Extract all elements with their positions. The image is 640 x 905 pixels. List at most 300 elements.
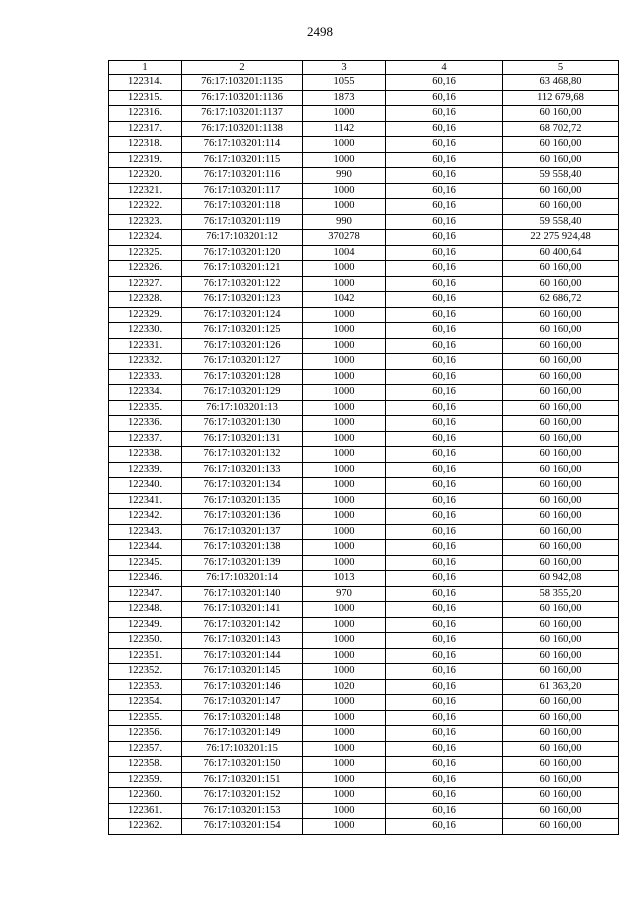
area-cell: 1020: [303, 679, 386, 695]
row-number-cell: 122358.: [109, 757, 182, 773]
table-row: [109, 555, 619, 571]
table-row: [109, 431, 619, 447]
cadastral-number-cell: 76:17:103201:1136: [182, 90, 303, 106]
row-number-cell: 122333.: [109, 369, 182, 385]
area-cell: 1000: [303, 199, 386, 215]
rate-cell: 60,16: [386, 509, 503, 525]
table-row: [109, 369, 619, 385]
area-cell: 1000: [303, 431, 386, 447]
value-cell: 60 942,08: [503, 571, 619, 587]
area-cell: 1000: [303, 803, 386, 819]
value-cell: 60 160,00: [503, 307, 619, 323]
rate-cell: 60,16: [386, 369, 503, 385]
cadastral-number-cell: 76:17:103201:13: [182, 400, 303, 416]
row-number-cell: 122335.: [109, 400, 182, 416]
row-number-cell: 122354.: [109, 695, 182, 711]
value-cell: 60 160,00: [503, 276, 619, 292]
rate-cell: 60,16: [386, 819, 503, 835]
value-cell: 60 400,64: [503, 245, 619, 261]
table-row: [109, 664, 619, 680]
cadastral-number-cell: 76:17:103201:131: [182, 431, 303, 447]
area-cell: 1000: [303, 276, 386, 292]
cadastral-number-cell: 76:17:103201:134: [182, 478, 303, 494]
table-row: [109, 741, 619, 757]
row-number-cell: 122316.: [109, 106, 182, 122]
rate-cell: 60,16: [386, 633, 503, 649]
table-row: [109, 121, 619, 137]
row-number-cell: 122325.: [109, 245, 182, 261]
row-number-cell: 122344.: [109, 540, 182, 556]
rate-cell: 60,16: [386, 726, 503, 742]
value-cell: 60 160,00: [503, 555, 619, 571]
value-cell: 60 160,00: [503, 338, 619, 354]
rate-cell: 60,16: [386, 478, 503, 494]
area-cell: 1000: [303, 741, 386, 757]
rate-cell: 60,16: [386, 571, 503, 587]
table-body: [109, 75, 619, 835]
value-cell: 60 160,00: [503, 106, 619, 122]
area-cell: 1000: [303, 648, 386, 664]
page-number: 2498: [307, 24, 333, 39]
value-cell: 60 160,00: [503, 354, 619, 370]
row-number-cell: 122353.: [109, 679, 182, 695]
value-cell: 60 160,00: [503, 633, 619, 649]
table-row: [109, 679, 619, 695]
rate-cell: 60,16: [386, 741, 503, 757]
rate-cell: 60,16: [386, 261, 503, 277]
rate-cell: 60,16: [386, 493, 503, 509]
area-cell: 1000: [303, 602, 386, 618]
value-cell: 60 160,00: [503, 447, 619, 463]
area-cell: 1000: [303, 323, 386, 339]
row-number-cell: 122347.: [109, 586, 182, 602]
area-cell: 1000: [303, 369, 386, 385]
cadastral-number-cell: 76:17:103201:148: [182, 710, 303, 726]
area-cell: 1000: [303, 493, 386, 509]
cadastral-number-cell: 76:17:103201:152: [182, 788, 303, 804]
row-number-cell: 122338.: [109, 447, 182, 463]
row-number-cell: 122337.: [109, 431, 182, 447]
table-row: [109, 447, 619, 463]
rate-cell: 60,16: [386, 276, 503, 292]
cadastral-number-cell: 76:17:103201:124: [182, 307, 303, 323]
area-cell: 1000: [303, 354, 386, 370]
value-cell: 60 160,00: [503, 788, 619, 804]
column-header-1: 1: [109, 61, 182, 75]
rate-cell: 60,16: [386, 199, 503, 215]
area-cell: 1000: [303, 788, 386, 804]
table-row: [109, 152, 619, 168]
area-cell: 1000: [303, 137, 386, 153]
table-row: [109, 788, 619, 804]
table-row: [109, 648, 619, 664]
rate-cell: 60,16: [386, 462, 503, 478]
rate-cell: 60,16: [386, 183, 503, 199]
table-row: [109, 772, 619, 788]
table-row: [109, 602, 619, 618]
value-cell: 61 363,20: [503, 679, 619, 695]
table-row: [109, 354, 619, 370]
row-number-cell: 122329.: [109, 307, 182, 323]
rate-cell: 60,16: [386, 152, 503, 168]
cadastral-number-cell: 76:17:103201:151: [182, 772, 303, 788]
area-cell: 1000: [303, 261, 386, 277]
table-row: [109, 292, 619, 308]
rate-cell: 60,16: [386, 788, 503, 804]
rate-cell: 60,16: [386, 245, 503, 261]
value-cell: 60 160,00: [503, 741, 619, 757]
cadastral-number-cell: 76:17:103201:14: [182, 571, 303, 587]
row-number-cell: 122356.: [109, 726, 182, 742]
rate-cell: 60,16: [386, 648, 503, 664]
value-cell: 62 686,72: [503, 292, 619, 308]
table-row: [109, 416, 619, 432]
cadastral-number-cell: 76:17:103201:138: [182, 540, 303, 556]
table-row: [109, 214, 619, 230]
rate-cell: 60,16: [386, 75, 503, 91]
rate-cell: 60,16: [386, 540, 503, 556]
row-number-cell: 122315.: [109, 90, 182, 106]
value-cell: 68 702,72: [503, 121, 619, 137]
rate-cell: 60,16: [386, 338, 503, 354]
area-cell: 1000: [303, 633, 386, 649]
row-number-cell: 122324.: [109, 230, 182, 246]
area-cell: 1142: [303, 121, 386, 137]
row-number-cell: 122314.: [109, 75, 182, 91]
row-number-cell: 122322.: [109, 199, 182, 215]
area-cell: 1000: [303, 772, 386, 788]
rate-cell: 60,16: [386, 214, 503, 230]
cadastral-number-cell: 76:17:103201:125: [182, 323, 303, 339]
table-row: [109, 617, 619, 633]
rate-cell: 60,16: [386, 772, 503, 788]
cadastral-number-cell: 76:17:103201:147: [182, 695, 303, 711]
rate-cell: 60,16: [386, 803, 503, 819]
table-row: [109, 478, 619, 494]
table-row: [109, 245, 619, 261]
area-cell: 990: [303, 168, 386, 184]
value-cell: 112 679,68: [503, 90, 619, 106]
cadastral-number-cell: 76:17:103201:1135: [182, 75, 303, 91]
row-number-cell: 122362.: [109, 819, 182, 835]
row-number-cell: 122328.: [109, 292, 182, 308]
table-row: [109, 323, 619, 339]
cadastral-number-cell: 76:17:103201:114: [182, 137, 303, 153]
table-row: [109, 726, 619, 742]
rate-cell: 60,16: [386, 400, 503, 416]
cadastral-number-cell: 76:17:103201:144: [182, 648, 303, 664]
value-cell: 60 160,00: [503, 431, 619, 447]
cadastral-number-cell: 76:17:103201:115: [182, 152, 303, 168]
rate-cell: 60,16: [386, 90, 503, 106]
value-cell: 60 160,00: [503, 261, 619, 277]
cadastral-number-cell: 76:17:103201:141: [182, 602, 303, 618]
parcel-table: [108, 60, 619, 835]
row-number-cell: 122346.: [109, 571, 182, 587]
cadastral-number-cell: 76:17:103201:12: [182, 230, 303, 246]
area-cell: 1873: [303, 90, 386, 106]
area-cell: 1000: [303, 509, 386, 525]
rate-cell: 60,16: [386, 292, 503, 308]
table-row: [109, 710, 619, 726]
rate-cell: 60,16: [386, 679, 503, 695]
area-cell: 1000: [303, 447, 386, 463]
cadastral-number-cell: 76:17:103201:116: [182, 168, 303, 184]
table-row: [109, 524, 619, 540]
rate-cell: 60,16: [386, 323, 503, 339]
rate-cell: 60,16: [386, 447, 503, 463]
table-row: [109, 199, 619, 215]
area-cell: 1000: [303, 183, 386, 199]
cadastral-number-cell: 76:17:103201:149: [182, 726, 303, 742]
area-cell: 1000: [303, 757, 386, 773]
rate-cell: 60,16: [386, 431, 503, 447]
value-cell: 60 160,00: [503, 648, 619, 664]
value-cell: 60 160,00: [503, 726, 619, 742]
area-cell: 970: [303, 586, 386, 602]
rate-cell: 60,16: [386, 555, 503, 571]
row-number-cell: 122336.: [109, 416, 182, 432]
cadastral-number-cell: 76:17:103201:129: [182, 385, 303, 401]
area-cell: 1000: [303, 710, 386, 726]
table-row: [109, 106, 619, 122]
value-cell: 63 468,80: [503, 75, 619, 91]
cadastral-number-cell: 76:17:103201:150: [182, 757, 303, 773]
rate-cell: 60,16: [386, 664, 503, 680]
cadastral-number-cell: 76:17:103201:135: [182, 493, 303, 509]
rate-cell: 60,16: [386, 757, 503, 773]
cadastral-number-cell: 76:17:103201:145: [182, 664, 303, 680]
rate-cell: 60,16: [386, 524, 503, 540]
value-cell: 60 160,00: [503, 803, 619, 819]
table-row: [109, 261, 619, 277]
rate-cell: 60,16: [386, 354, 503, 370]
column-header-2: 2: [182, 61, 303, 75]
area-cell: 990: [303, 214, 386, 230]
cadastral-number-cell: 76:17:103201:119: [182, 214, 303, 230]
row-number-cell: 122318.: [109, 137, 182, 153]
value-cell: 60 160,00: [503, 385, 619, 401]
value-cell: 60 160,00: [503, 137, 619, 153]
table-row: [109, 633, 619, 649]
value-cell: 60 160,00: [503, 757, 619, 773]
table-row: [109, 695, 619, 711]
cadastral-number-cell: 76:17:103201:1137: [182, 106, 303, 122]
cadastral-number-cell: 76:17:103201:121: [182, 261, 303, 277]
rate-cell: 60,16: [386, 586, 503, 602]
row-number-cell: 122357.: [109, 741, 182, 757]
cadastral-number-cell: 76:17:103201:123: [182, 292, 303, 308]
row-number-cell: 122321.: [109, 183, 182, 199]
area-cell: 1000: [303, 819, 386, 835]
table-row: [109, 168, 619, 184]
table-row: [109, 338, 619, 354]
row-number-cell: 122323.: [109, 214, 182, 230]
column-header-3: 3: [303, 61, 386, 75]
rate-cell: 60,16: [386, 230, 503, 246]
value-cell: 60 160,00: [503, 369, 619, 385]
area-cell: 1000: [303, 338, 386, 354]
row-number-cell: 122326.: [109, 261, 182, 277]
table-row: [109, 90, 619, 106]
cadastral-number-cell: 76:17:103201:117: [182, 183, 303, 199]
cadastral-number-cell: 76:17:103201:153: [182, 803, 303, 819]
rate-cell: 60,16: [386, 416, 503, 432]
table-row: [109, 75, 619, 91]
row-number-cell: 122327.: [109, 276, 182, 292]
rate-cell: 60,16: [386, 106, 503, 122]
cadastral-number-cell: 76:17:103201:127: [182, 354, 303, 370]
value-cell: 22 275 924,48: [503, 230, 619, 246]
cadastral-number-cell: 76:17:103201:120: [182, 245, 303, 261]
table-row: [109, 586, 619, 602]
row-number-cell: 122361.: [109, 803, 182, 819]
area-cell: 1000: [303, 307, 386, 323]
value-cell: 60 160,00: [503, 664, 619, 680]
cadastral-number-cell: 76:17:103201:128: [182, 369, 303, 385]
value-cell: 60 160,00: [503, 540, 619, 556]
cadastral-number-cell: 76:17:103201:136: [182, 509, 303, 525]
cadastral-number-cell: 76:17:103201:1138: [182, 121, 303, 137]
cadastral-number-cell: 76:17:103201:140: [182, 586, 303, 602]
value-cell: 60 160,00: [503, 152, 619, 168]
area-cell: 1000: [303, 385, 386, 401]
row-number-cell: 122348.: [109, 602, 182, 618]
area-cell: 1000: [303, 106, 386, 122]
table-row: [109, 493, 619, 509]
cadastral-number-cell: 76:17:103201:126: [182, 338, 303, 354]
cadastral-number-cell: 76:17:103201:143: [182, 633, 303, 649]
row-number-cell: 122341.: [109, 493, 182, 509]
rate-cell: 60,16: [386, 710, 503, 726]
cadastral-number-cell: 76:17:103201:137: [182, 524, 303, 540]
row-number-cell: 122349.: [109, 617, 182, 633]
row-number-cell: 122355.: [109, 710, 182, 726]
table-row: [109, 803, 619, 819]
table-row: [109, 230, 619, 246]
rate-cell: 60,16: [386, 602, 503, 618]
row-number-cell: 122345.: [109, 555, 182, 571]
rate-cell: 60,16: [386, 121, 503, 137]
cadastral-number-cell: 76:17:103201:139: [182, 555, 303, 571]
cadastral-number-cell: 76:17:103201:132: [182, 447, 303, 463]
rate-cell: 60,16: [386, 168, 503, 184]
rate-cell: 60,16: [386, 137, 503, 153]
value-cell: 59 558,40: [503, 214, 619, 230]
area-cell: 1000: [303, 726, 386, 742]
rate-cell: 60,16: [386, 385, 503, 401]
area-cell: 1000: [303, 555, 386, 571]
cadastral-number-cell: 76:17:103201:130: [182, 416, 303, 432]
value-cell: 58 355,20: [503, 586, 619, 602]
row-number-cell: 122320.: [109, 168, 182, 184]
row-number-cell: 122319.: [109, 152, 182, 168]
row-number-cell: 122339.: [109, 462, 182, 478]
rate-cell: 60,16: [386, 617, 503, 633]
area-cell: 1000: [303, 478, 386, 494]
area-cell: 1000: [303, 524, 386, 540]
row-number-cell: 122352.: [109, 664, 182, 680]
row-number-cell: 122359.: [109, 772, 182, 788]
value-cell: 60 160,00: [503, 710, 619, 726]
table-row: [109, 385, 619, 401]
value-cell: 60 160,00: [503, 416, 619, 432]
cadastral-number-cell: 76:17:103201:118: [182, 199, 303, 215]
area-cell: 1000: [303, 152, 386, 168]
value-cell: 60 160,00: [503, 772, 619, 788]
value-cell: 60 160,00: [503, 509, 619, 525]
table-header-row: [109, 61, 619, 75]
area-cell: 1055: [303, 75, 386, 91]
cadastral-number-cell: 76:17:103201:15: [182, 741, 303, 757]
table-row: [109, 509, 619, 525]
row-number-cell: 122340.: [109, 478, 182, 494]
table-row: [109, 400, 619, 416]
value-cell: 60 160,00: [503, 478, 619, 494]
cadastral-number-cell: 76:17:103201:142: [182, 617, 303, 633]
table-row: [109, 571, 619, 587]
cadastral-number-cell: 76:17:103201:133: [182, 462, 303, 478]
rate-cell: 60,16: [386, 695, 503, 711]
value-cell: 60 160,00: [503, 462, 619, 478]
row-number-cell: 122332.: [109, 354, 182, 370]
value-cell: 60 160,00: [503, 819, 619, 835]
table-row: [109, 757, 619, 773]
row-number-cell: 122350.: [109, 633, 182, 649]
value-cell: 60 160,00: [503, 400, 619, 416]
row-number-cell: 122360.: [109, 788, 182, 804]
row-number-cell: 122330.: [109, 323, 182, 339]
rate-cell: 60,16: [386, 307, 503, 323]
row-number-cell: 122317.: [109, 121, 182, 137]
row-number-cell: 122342.: [109, 509, 182, 525]
value-cell: 60 160,00: [503, 602, 619, 618]
cadastral-number-cell: 76:17:103201:154: [182, 819, 303, 835]
cadastral-number-cell: 76:17:103201:146: [182, 679, 303, 695]
value-cell: 60 160,00: [503, 695, 619, 711]
area-cell: 1000: [303, 617, 386, 633]
value-cell: 60 160,00: [503, 617, 619, 633]
area-cell: 1000: [303, 540, 386, 556]
column-header-4: 4: [386, 61, 503, 75]
area-cell: 1000: [303, 416, 386, 432]
table-row: [109, 819, 619, 835]
value-cell: 60 160,00: [503, 493, 619, 509]
cadastral-number-cell: 76:17:103201:122: [182, 276, 303, 292]
area-cell: 1000: [303, 400, 386, 416]
value-cell: 59 558,40: [503, 168, 619, 184]
row-number-cell: 122334.: [109, 385, 182, 401]
table-row: [109, 540, 619, 556]
table-row: [109, 137, 619, 153]
area-cell: 1004: [303, 245, 386, 261]
area-cell: 1000: [303, 462, 386, 478]
area-cell: 1000: [303, 664, 386, 680]
value-cell: 60 160,00: [503, 199, 619, 215]
row-number-cell: 122351.: [109, 648, 182, 664]
area-cell: 370278: [303, 230, 386, 246]
value-cell: 60 160,00: [503, 183, 619, 199]
value-cell: 60 160,00: [503, 323, 619, 339]
table-row: [109, 462, 619, 478]
column-header-5: 5: [503, 61, 619, 75]
table-row: [109, 307, 619, 323]
value-cell: 60 160,00: [503, 524, 619, 540]
area-cell: 1013: [303, 571, 386, 587]
table-row: [109, 183, 619, 199]
table-row: [109, 276, 619, 292]
row-number-cell: 122331.: [109, 338, 182, 354]
